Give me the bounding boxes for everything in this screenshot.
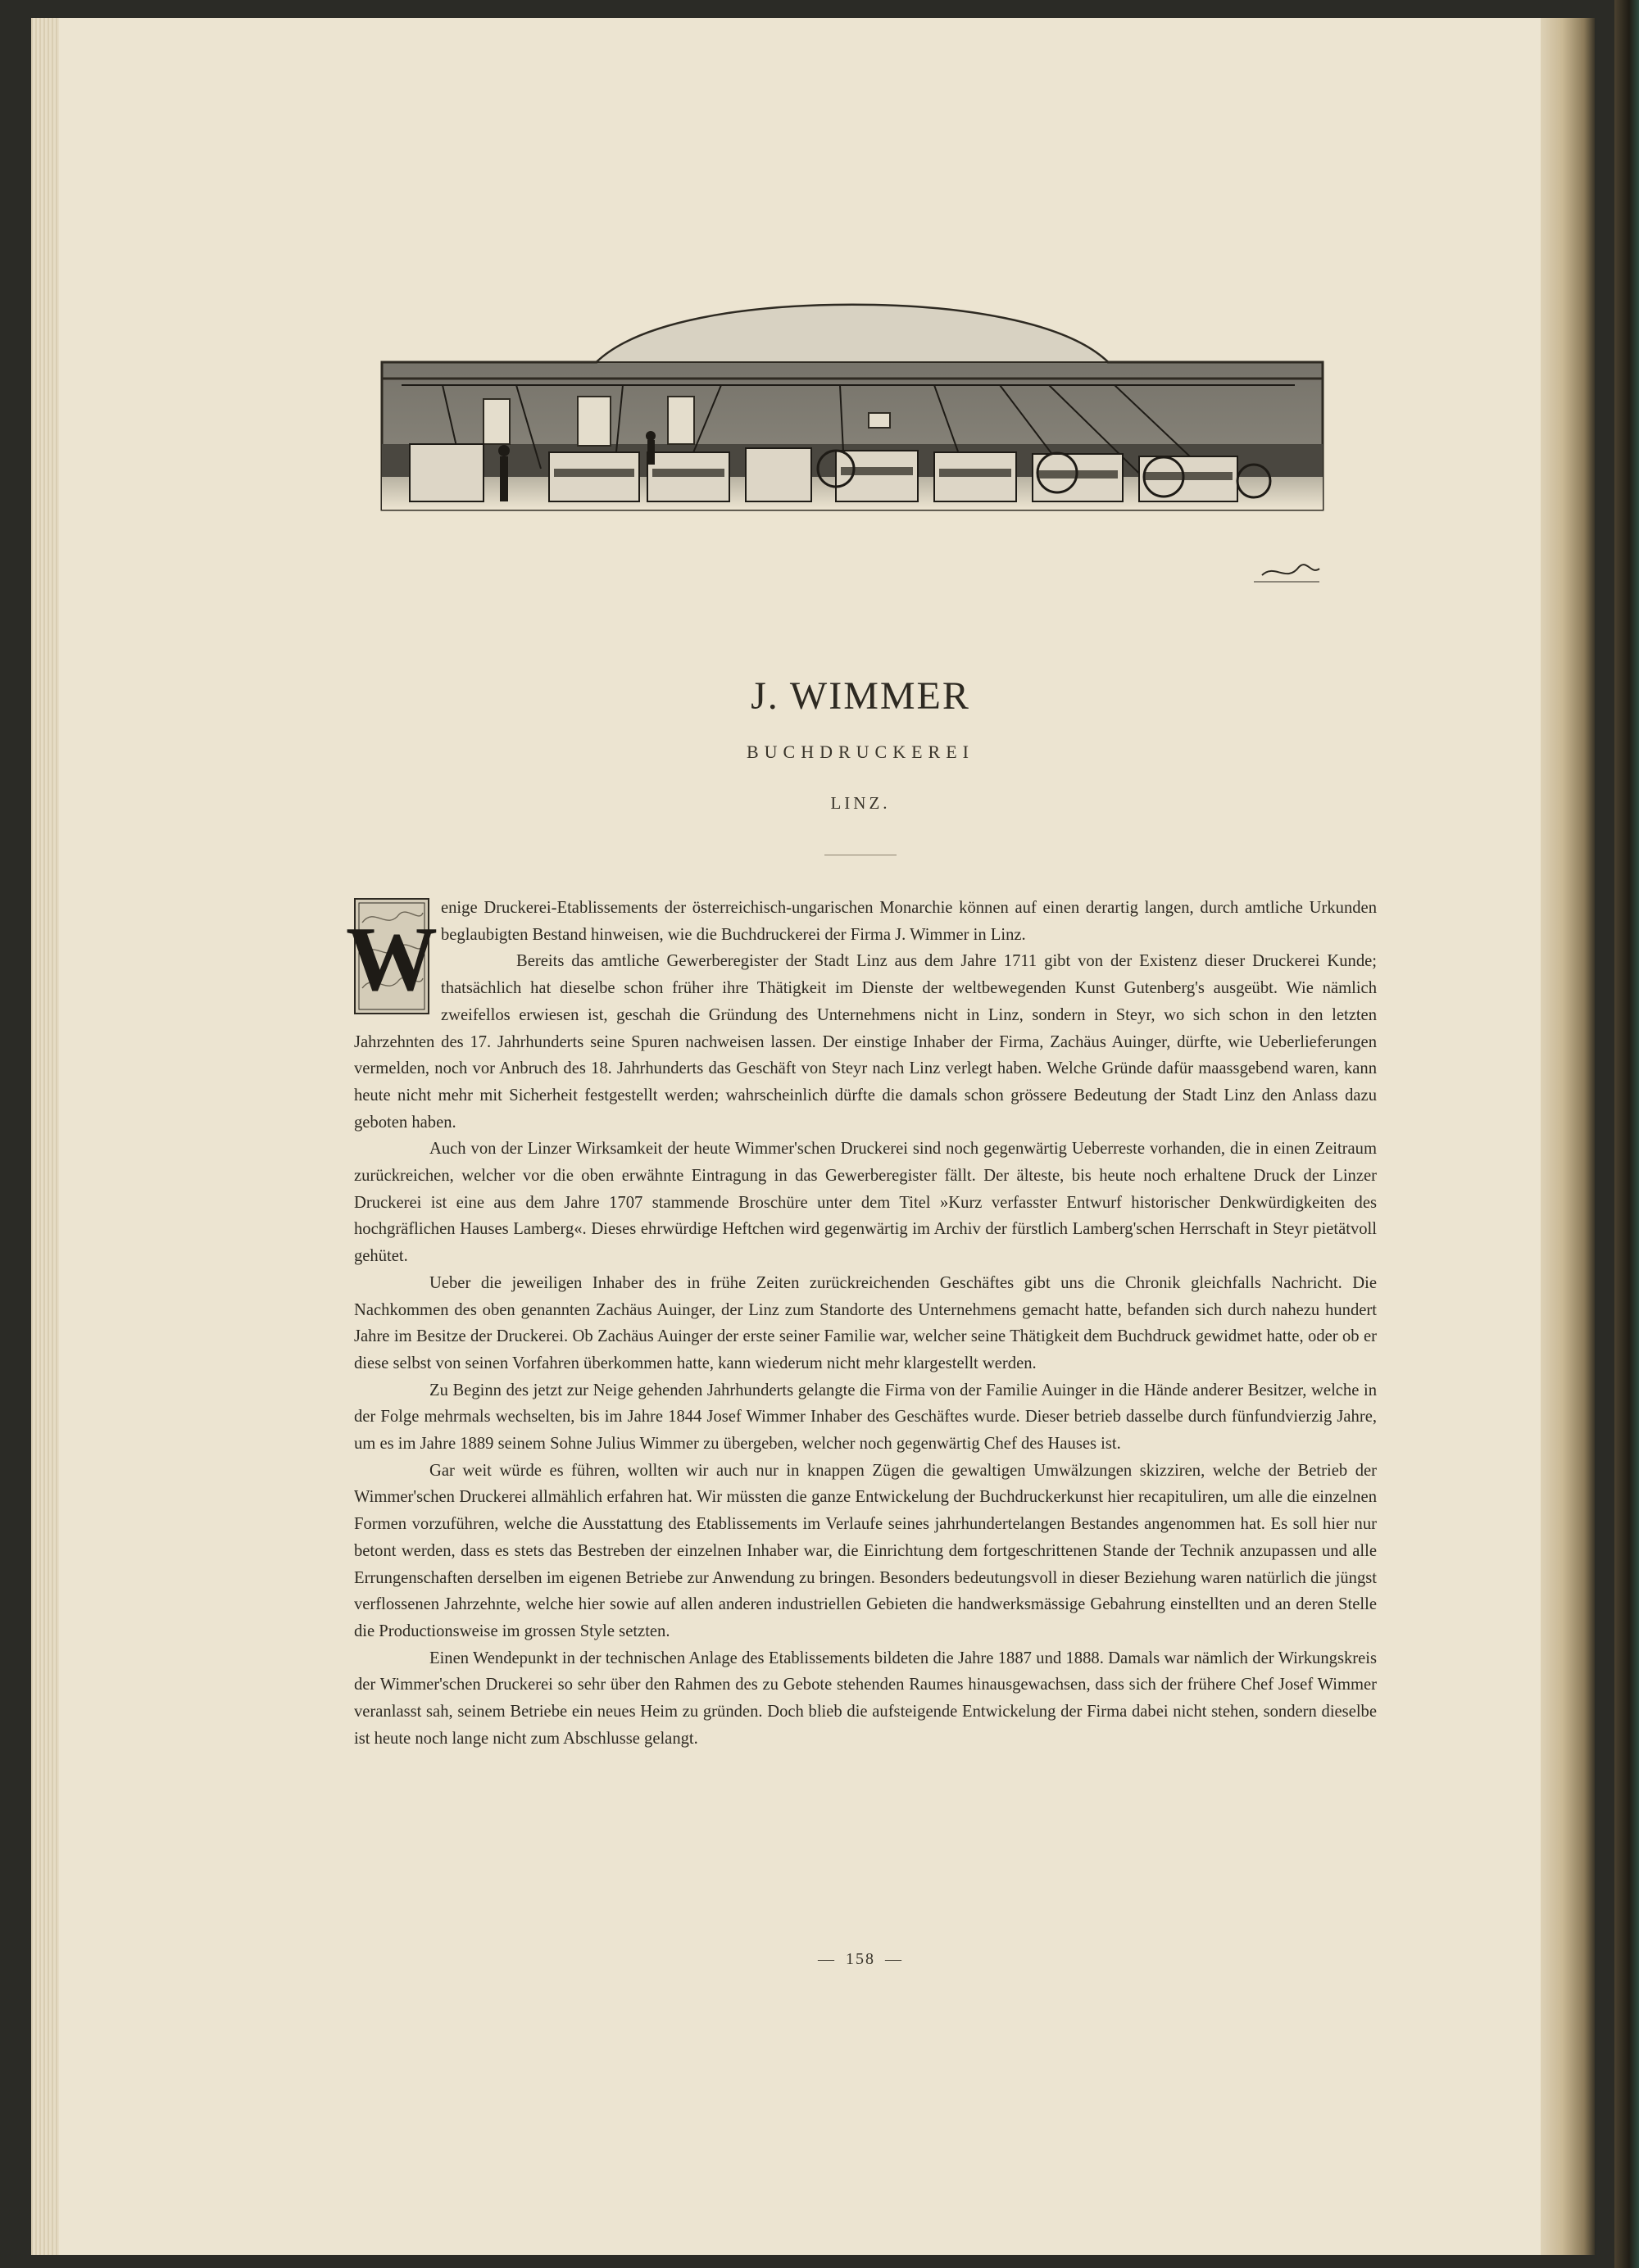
paragraph-4: Ueber die jeweiligen Inhaber des in frühe Zeiten zurückreichenden Geschäftes gibt uns die Chronik gleichfalls Nachricht. Die Nachkommen des oben genannten Zachäus Auinger, der Linz zum Standorte des Unternehmens gemacht hatte, befanden sich durch nahezu hundert Jahre im Besitze der Druckerei. Ob Zachäus Auinger der erste seiner Familie war, welcher seine Thätigkeit dem Buchdruck gewidmet hatte, oder ob er diese selbst von seinen Vorfahren überkommen hatte, kann wiederum nicht mehr klargestellt werden.: [354, 1273, 1377, 1372]
folio-dash-right: —: [885, 1950, 903, 1968]
page-gutter: [1541, 18, 1595, 2255]
page-number: [779, 1950, 942, 1969]
paragraph-5: Zu Beginn des jetzt zur Neige gehenden Jahrhunderts gelangte die Firma von der Familie Auinger in die Hände anderer Besitzer, welche in der Folge mehrmals wechselten, bis im Jahre 1844 Josef Wimmer Inhaber des Geschäftes wurde. Dieser betrieb dasselbe durch fünfundvierzig Jahre, um es im Jahre 1889 seinem Sohne Julius Wimmer zu übergeben, welcher noch gegenwärtig Chef des Hauses ist.: [354, 1381, 1377, 1454]
paragraph-3: Auch von der Linzer Wirksamkeit der heute Wimmer'schen Druckerei sind noch gegenwärtig Ueberreste vorhanden, die in einen Zeitraum zurückreichen, welcher vor die oben erwähnte Eintragung in das Gewerberegister fällt. Der älteste, bis heute noch erhaltene Druck der Linzer Druckerei ist eine aus dem Jahre 1707 stammende Broschüre unter dem Titel »Kurz verfasster Entwurf historischer Denkwürdigkeiten des hochgräflichen Hauses Lamberg«. Dieses ehrwürdige Heftchen wird gegenwärtig im Archiv der fürstlich Lamberg'schen Herrschaft in Steyr pietätvoll gehütet.: [354, 1140, 1377, 1266]
ornamental-initial-w-icon: [346, 898, 438, 1014]
paragraph-6: Gar weit würde es führen, wollten wir auch nur in knappen Zügen die gewaltigen Umwälzungen skizziren, welche der Betrieb der Wimmer'schen Druckerei allmählich erfahren hat. Wir müssten die ganze Entwickelung der Buchdruckerkunst hier recapituliren, um alle die einzelnen Formen vorzuführen, welche die Ausstattung des Etablissements im Verlaufe seines jahrhundertelangen Bestandes angenommen hat. Es soll hier nur betont werden, dass es stets das Bestreben der einzelnen Inhaber war, die Einrichtung dem fortgeschrittenen Stande der Technik anzupassen und alle Errungenschaften derselben im eigenen Betriebe zur Anwendung zu bringen. Besonders bedeutungsvoll in dieser Beziehung waren natürlich die jüngst verflossenen Jahrzehnte, welche hier sowie auf allen anderen industriellen Gebieten die handwerksmässige Gebahrung einstellten und an deren Stelle die Productionsweise im grossen Style setzten.: [354, 1461, 1377, 1640]
article-body: [346, 895, 1377, 1753]
folio-dash-left: —: [818, 1950, 836, 1968]
paragraph-2: Bereits das amtliche Gewerberegister der Stadt Linz aus dem Jahre 1711 gibt von der Existenz dieser Druckerei Kunde; thatsächlich hat dieselbe schon früher ihre Thätigkeit im Dienste der weltbewegenden Kunst Gutenberg's ausgeübt. Wie nämlich zweifellos erwiesen ist, geschah die Gründung des Unternehmens nicht in Linz, sondern in Steyr, wo sich schon in den letzten Jahrzehnten des 17. Jahrhunderts seine Spuren nachweisen lassen. Der einstige Inhaber der Firma, Zachäus Auinger, dürfte, wie Ueberlieferungen vermelden, noch vor Anbruch des 18. Jahrhunderts das Geschäft von Steyr nach Linz verlegt haben. Welche Gründe dafür maassgebend waren, kann heute nicht mehr mit Sicherheit festgestellt werden; wahrscheinlich dürfte die damals schon grössere Bedeutung der Stadt Linz den Anlass dazu geboten haben.: [354, 952, 1377, 1132]
place-name: LINZ.: [830, 793, 891, 813]
page-title: J. WIMMER: [751, 674, 970, 718]
printing-hall-engraving-icon: [377, 305, 1328, 616]
page-edges: [31, 18, 59, 2255]
decorated-initial: [346, 898, 438, 1014]
initial-letter: W: [346, 909, 438, 1010]
paragraph-7: Einen Wendepunkt in der technischen Anlage des Etablissements bildeten die Jahre 1887 und 1888. Damals war nämlich der Wirkungskreis der Wimmer'schen Druckerei so sehr über den Rahmen des zu Gebote stehenden Raumes hinausgewachsen, dass sich der frühere Chef Josef Wimmer veranlasst sah, seinem Betriebe ein neues Heim zu gründen. Doch blieb die aufsteigende Entwickelung der Firma dabei nicht stehen, sondern dieselbe ist heute noch lange nicht zum Abschlusse gelangt.: [354, 1649, 1377, 1748]
artist-signature-icon: [1262, 565, 1319, 575]
folio-number: 158: [846, 1950, 875, 1968]
page-subtitle: BUCHDRUCKEREI: [746, 742, 974, 762]
printing-hall-engraving: [377, 305, 1328, 616]
book-binding: [1614, 0, 1639, 2268]
paragraph-1: enige Druckerei-Etablissements der österreichisch-ungarischen Monarchie können auf einen derartig langen, durch amtliche Urkunden beglaubigten Bestand hinweisen, wie die Buchdruckerei der Firma J. Wimmer in Linz.: [441, 899, 1377, 944]
